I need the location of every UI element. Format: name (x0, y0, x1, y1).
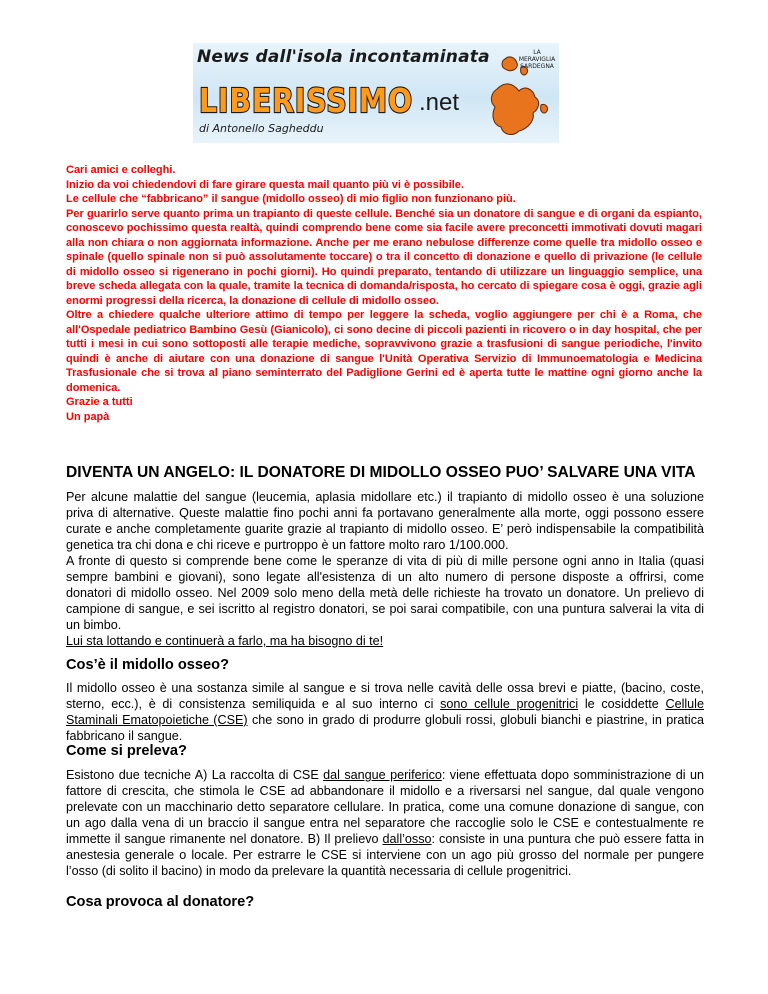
text-run: : viene effettuata dopo somministrazione di un fattore di crescita, che stimola le CSE ad abbandonare il midollo e a riversarsi nel sangue, dal quale vengono prelevate con un macchinario detto separatore cellulare. In pratica, come una comune donazione di sangue, con un ago dalla vena di un braccio il sangue entra nel separatore che raccoglie solo le CSE e contestualmente re immette il sangue rimanente nel donatore. B) Il prelievo (66, 768, 704, 846)
header-banner (193, 43, 559, 143)
section-body-prelievo (66, 767, 704, 879)
intro-line: Cari amici e colleghi. (66, 164, 176, 176)
intro-paragraph: Per guarirlo serve quanto prima un trapianto di queste cellule. Benché sia un donatore di sangue e di organi da espianto, conoscevo pochissimo questa realtà, quindi comprendo bene come sia facile avere preconcetti immotivati dovuti magari alla non chiara o non aggiornata informazione. Anche per me erano nebulose differenze come quelle tra midollo osseo e spinale (quello spinale non si può assolutamente toccare) o tra il concetto di donazione e quello di privazione (le cellule di midollo osseo si rigenerano in pochi giorni). Ho quindi preparato, tentando di utilizzare un linguaggio semplice, una breve scheda allegata con la quale, tramite la tecnica di domanda/risposta, ho cercato di spiegare cosa è oggi, grazie agli enormi progressi della ricerca, la donazione di cellule di midollo osseo. (66, 207, 702, 307)
intro-letter (66, 163, 702, 424)
intro-line: Le cellule che “fabbricano” il sangue (midollo osseo) di mio figlio non funzionano più. (66, 193, 516, 205)
text-run: : consiste in una puntura che può essere fatta in anestesia generale o locale. Per estrarre le CSE si interviene con un ago più grosso del normale per pungere l’osso (di solito il bacino) in modo da prelevare la quantità necessaria di cellule progenitrici. (66, 832, 704, 878)
article-paragraph: Per alcune malattie del sangue (leucemia, aplasia midollare etc.) il trapianto di midollo osseo è una soluzione priva di alternative. Queste malattie fino pochi anni fa portavano generalmente alla morte, oggi possono essere curate e anche completamente guarite grazie al trapianto di midollo osseo. E’ però indispensabile la compatibilità genetica tra chi dona e chi riceve e purtroppo è un fattore molto raro 1/100.000. (66, 490, 704, 552)
section-title-midollo: Cos’è il midollo osseo? (66, 657, 229, 673)
section-title-donatore: Cosa provoca al donatore? (66, 894, 255, 910)
article-paragraph: A fronte di questo si comprende bene come le speranze di vita di più di mille persone ogni anno in Italia (quasi sempre bambini e giovani), sono legate all'esistenza di un alto numero di persone disposte a offrirsi, come donatori di midollo osseo. Nel 2009 solo meno della metà delle richieste ha trovato un donatore. Un prelievo di campione di sangue, e sei iscritto al registro donatori, se poi sarai compatibile, con una puntura salverai la vita di un bimbo. (66, 554, 704, 632)
liberissimo-logo-text: LIBERISSIMO (199, 81, 413, 119)
text-run: Il midollo osseo è una sostanza simile al sangue e si trova nelle cavità delle ossa brevi e piatte, (bacino, coste, sterno, ecc.), è di consistenza semiliquida e al suo interno ci (66, 681, 704, 711)
banner-domain-suffix: .net (419, 89, 460, 116)
section-body-midollo (66, 680, 704, 744)
banner-news-line: News dall'isola incontaminata (197, 47, 490, 67)
text-run: Esistono due tecniche A) La raccolta di CSE (66, 768, 324, 782)
banner-author: di Antonello Sagheddu (199, 122, 324, 135)
underlined-term: dall’osso (382, 832, 432, 846)
banner-island-tag: LA MERAVIGLIA SARDEGNA (518, 49, 556, 70)
underlined-term: dal sangue periferico (323, 768, 442, 782)
intro-line: Inizio da voi chiedendovi di fare girare questa mail quanto più vi è possibile. (66, 178, 464, 191)
underlined-term: sono cellule progenitrici (440, 697, 579, 711)
text-run: le cosiddette (578, 697, 666, 711)
intro-paragraph: Oltre a chiedere qualche ulteriore attimo di tempo per leggere la scheda, voglio aggiungere per chi è a Roma, che all'Ospedale pediatrico Bambino Gesù (Gianicolo), ci sono decine di piccoli pazienti in ricovero o in day hospital, che per tutti i mesi in cui sono sottoposti alle terapie mediche, sopravvivono grazie a trasfusioni di sangue periodiche, l'invito quindi è anche di aiutare con una donazione di sangue l'Unità Operativa Servizio di Immunoematologia e Medicina Trasfusionale che si trova al piano seminterrato del Padiglione Gerini ed è aperta tutte le mattine ogni giorno anche la domenica. (66, 309, 702, 394)
underlined-term: Cellule Staminali Ematopoietiche (CSE) (66, 697, 704, 727)
section-title-prelievo: Come si preleva? (66, 743, 187, 759)
article-title: DIVENTA UN ANGELO: IL DONATORE DI MIDOLLO OSSEO PUO’ SALVARE UNA VITA (66, 464, 696, 481)
text-run: che sono in grado di produrre globuli rossi, globuli bianchi e piastrine, in pratica fabbricano il sangue. (66, 713, 704, 743)
intro-line: Un papà (66, 410, 110, 423)
article-callout: Lui sta lottando e continuerà a farlo, ma ha bisogno di te! (66, 634, 384, 648)
intro-line: Grazie a tutti (66, 396, 133, 408)
liberissimo-logo (197, 79, 415, 119)
article-intro (66, 489, 704, 649)
